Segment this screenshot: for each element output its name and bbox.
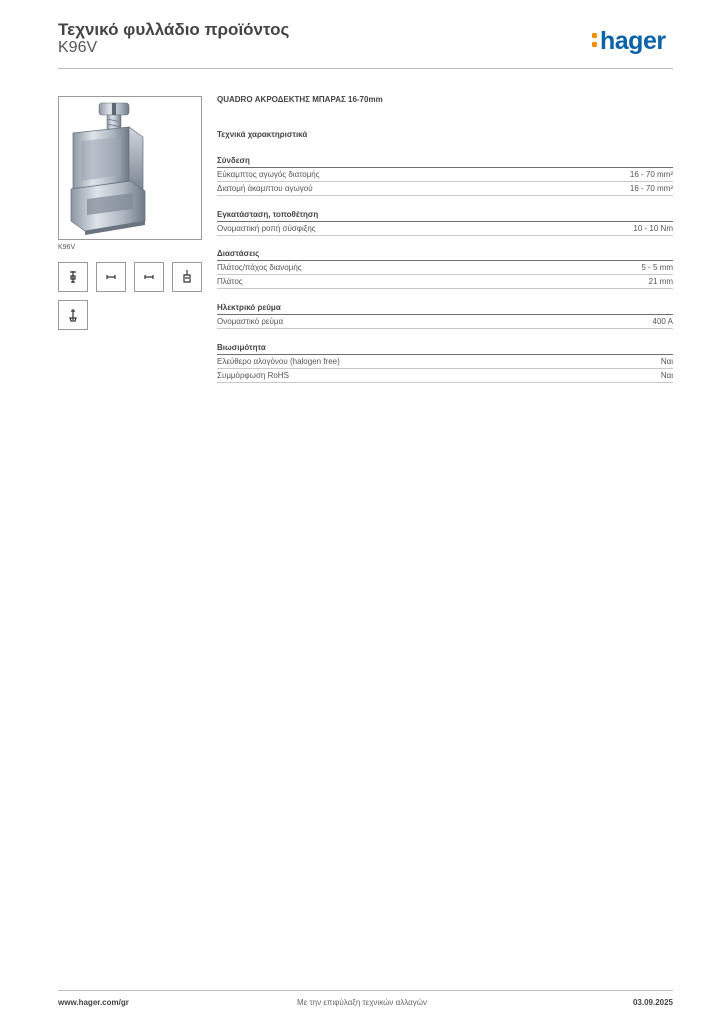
tool-icon [172, 262, 202, 292]
terminal-clamp-illustration [59, 97, 201, 239]
section-title: Διαστάσεις [217, 248, 673, 261]
spec-value: 5 - 5 mm [641, 263, 673, 272]
spec-label: Πλάτος/πάχος διανομής [217, 263, 302, 272]
spec-label: Ελεύθερο αλογόνου (halogen free) [217, 357, 340, 366]
section-title: Βιωσιμότητα [217, 342, 673, 355]
spec-row [217, 315, 673, 329]
spec-row [217, 261, 673, 275]
spec-label: Ονομαστικό ρεύμα [217, 317, 284, 326]
spec-row [217, 222, 673, 236]
section-title: Σύνδεση [217, 155, 673, 168]
spec-value: Ναι [660, 371, 673, 380]
spec-section-connection [217, 155, 673, 196]
spec-row [217, 275, 673, 289]
hager-logo [592, 27, 666, 56]
spec-value: 10 - 10 Nm [633, 224, 673, 233]
page-title: Τεχνικό φυλλάδιο προϊόντος [58, 20, 290, 39]
dimension-icon [134, 262, 164, 292]
footer-notice: Με την επιφύλαξη τεχνικών αλλαγών [297, 998, 427, 1007]
product-code: K96V [58, 39, 98, 56]
spec-row [217, 355, 673, 369]
spec-value: Ναι [660, 357, 673, 366]
header-divider [58, 68, 673, 69]
product-image-caption: K96V [58, 244, 76, 251]
spec-section-sustainability [217, 342, 673, 383]
footer-website-link[interactable]: www.hager.com/gr [58, 998, 129, 1007]
section-title: Εγκατάσταση, τοποθέτηση [217, 209, 673, 222]
spec-value: 400 A [652, 317, 673, 326]
spec-label: Πλάτος [217, 277, 243, 286]
product-name: QUADRO ΑΚΡΟΔΕΚΤΗΣ ΜΠΑΡΑΣ 16-70mm [217, 95, 383, 104]
spec-value: 16 - 70 mm² [629, 170, 673, 179]
spec-label: Εύκαμπτος αγωγός διατομής [217, 170, 320, 179]
spec-row [217, 168, 673, 182]
spec-row [217, 182, 673, 196]
spec-value: 21 mm [648, 277, 673, 286]
section-title: Ηλεκτρικό ρεύμα [217, 302, 673, 315]
logo-text: hager [600, 27, 666, 55]
footer-divider [58, 990, 673, 991]
spec-label: Διατομή άκαμπτου αγωγού [217, 184, 313, 193]
spec-label: Συμμόρφωση RoHS [217, 371, 289, 380]
spec-row [217, 369, 673, 383]
spec-section-installation [217, 209, 673, 236]
spec-section-current [217, 302, 673, 329]
logo-dots-icon [592, 30, 598, 50]
footer-date: 03.09.2025 [632, 998, 673, 1007]
tool-icon [58, 262, 88, 292]
product-image [58, 96, 202, 240]
dimension-icon [96, 262, 126, 292]
torque-icon [58, 300, 88, 330]
spec-section-dimensions [217, 248, 673, 289]
spec-label: Ονομαστική ροπή σύσφιξης [217, 224, 316, 233]
spec-value: 16 - 70 mm² [629, 184, 673, 193]
specs-heading: Τεχνικά χαρακτηριστικά [217, 130, 308, 139]
